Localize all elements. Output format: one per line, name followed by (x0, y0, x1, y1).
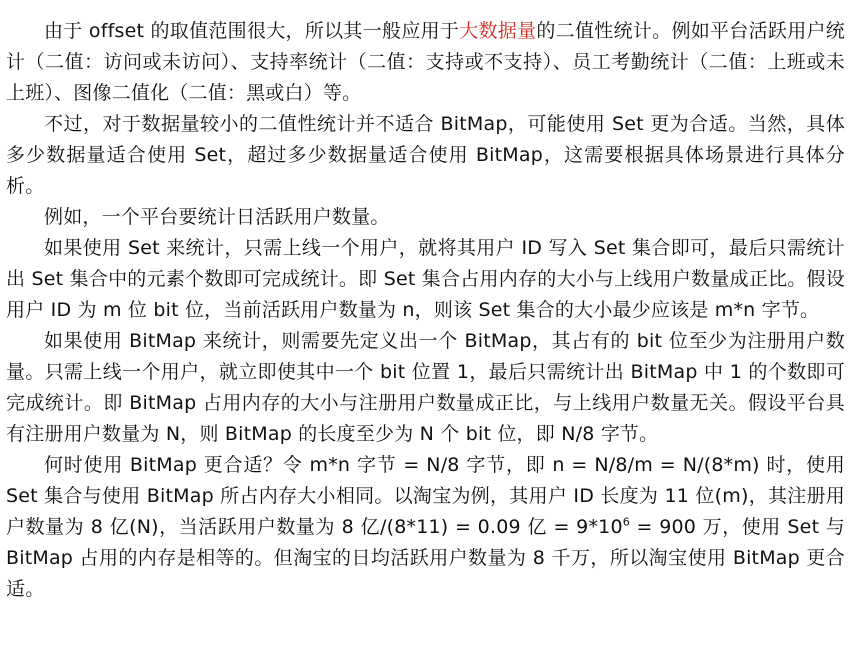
paragraph-5: 如果使用 BitMap 来统计，则需要先定义出一个 BitMap，其占有的 bit 位至少为注册用户数量。只需上线一个用户，就立即使其中一个 bit 位置 1，最后只需统计出 BitMap 中 1 的个数即可完成统计。即 BitMap 占用内存的大小与注册用户数量成正比，与上线用户数量无关。假设平台具有注册用户数量为 N，则 BitMap 的长度至少为 N 个 bit 位，即 N/8 字节。 (6, 330, 845, 445)
paragraph-3: 例如，一个平台要统计日活跃用户数量。 (44, 206, 390, 228)
paragraph-1-text-start: 由于 offset 的取值范围很大，所以其一般应用于 (44, 20, 460, 42)
paragraph-4: 如果使用 Set 来统计，只需上线一个用户，就将其用户 ID 写入 Set 集合即可，最后只需统计出 Set 集合中的元素个数即可完成统计。即 Set 集合占用内存的大小与上线用户数量成正比。假设用户 ID 为 m 位 bit 位，当前活跃用户数量为 n，则该 Set 集合的大小最少应该是 m*n 字节。 (6, 237, 845, 321)
paragraph-6 (6, 450, 845, 605)
paragraph-1-text-end: 的二值性统计。例如平台活跃用户统计（二值：访问或未访问）、支持率统计（二值：支持或不支持）、员工考勤统计（二值：上班或未上班）、图像二值化（二值：黑或白）等。 (6, 20, 845, 104)
paragraph-6-text-end: = 900 万，使用 Set 与 BitMap 占用的内存是相等的。但淘宝的日均活跃用户数量为 8 千万，所以淘宝使用 BitMap 更合适。 (6, 516, 846, 600)
paragraph-1 (6, 16, 845, 109)
paragraph-6-text-start: 何时使用 BitMap 更合适？令 m*n 字节 = N/8 字节，即 n = N/8/m = N/(8*m) 时，使用 Set 集合与使用 BitMap 所占内存大小相同。以淘宝为例，其用户 ID 长度为 11 位(m)，其注册用户数量为 8 亿(N)，当活跃用户数量为 8 亿/(8*11) = 0.09 亿 = 9*10 (6, 454, 846, 538)
exponent-superscript: 6 (622, 515, 630, 529)
highlight-big-data-volume: 大数据量 (459, 20, 537, 42)
paragraph-2: 不过，对于数据量较小的二值性统计并不适合 BitMap，可能使用 Set 更为合适。当然，具体多少数据量适合使用 Set，超过多少数据量适合使用 BitMap，这需要根据具体场景进行具体分析。 (6, 113, 845, 197)
